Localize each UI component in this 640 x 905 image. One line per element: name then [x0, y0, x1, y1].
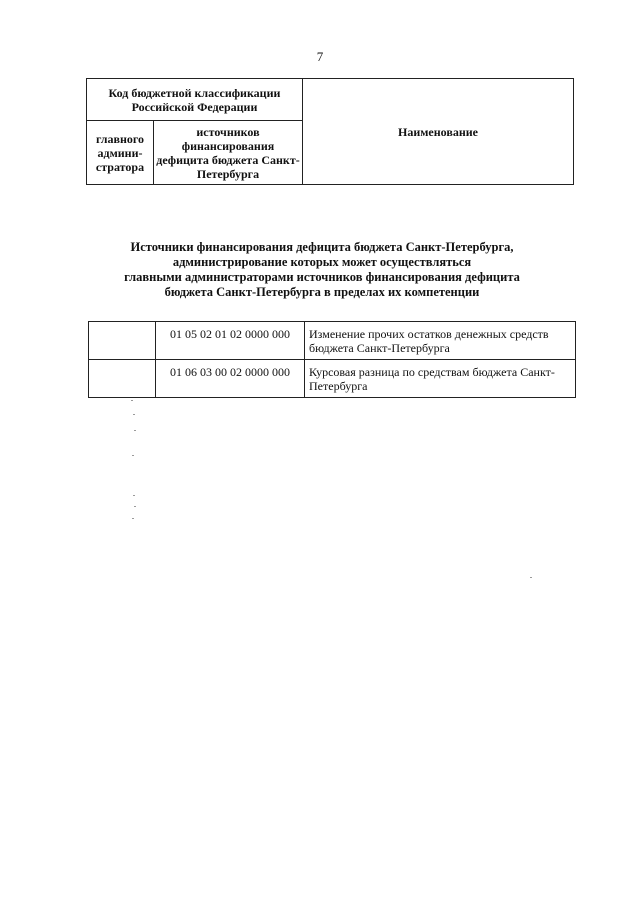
- name-column-header: Наименование: [303, 79, 574, 185]
- section-title-line: администрирование которых может осуществляться: [172, 255, 472, 269]
- section-title: [90, 240, 554, 300]
- source-name-cell: Курсовая разница по средствам бюджета Санкт-Петербурга: [305, 360, 576, 398]
- admin-code-cell: [89, 360, 156, 398]
- budget-classification-header-table: [86, 78, 574, 185]
- page-number: 7: [316, 49, 324, 64]
- section-title-line: бюджета Санкт-Петербурга в пределах их компетенции: [164, 285, 480, 299]
- scan-speck: [131, 400, 133, 401]
- scan-speck: [133, 414, 135, 415]
- group-header-cell: Код бюджетной классификации Российской Федерации: [87, 79, 303, 121]
- admin-code-cell: [89, 322, 156, 360]
- scan-speck: [530, 577, 532, 578]
- scan-speck: [132, 455, 134, 456]
- scan-speck: [134, 506, 136, 507]
- financing-sources-table: [88, 321, 576, 398]
- scan-speck: [132, 518, 134, 519]
- scan-speck: [134, 430, 136, 431]
- table-row: [89, 322, 576, 360]
- sources-column-header: источников финансирования дефицита бюджета Санкт-Петербурга: [154, 121, 303, 185]
- source-name-cell: Изменение прочих остатков денежных средств бюджета Санкт-Петербурга: [305, 322, 576, 360]
- classification-code-cell: 01 05 02 01 02 0000 000: [156, 322, 305, 360]
- admin-column-header: главного админи-стратора: [87, 121, 154, 185]
- classification-code-cell: 01 06 03 00 02 0000 000: [156, 360, 305, 398]
- section-title-line: Источники финансирования дефицита бюджета Санкт-Петербурга,: [130, 240, 514, 254]
- section-title-line: главными администраторами источников финансирования дефицита: [124, 270, 520, 284]
- scan-speck: [133, 495, 135, 496]
- table-row: [89, 360, 576, 398]
